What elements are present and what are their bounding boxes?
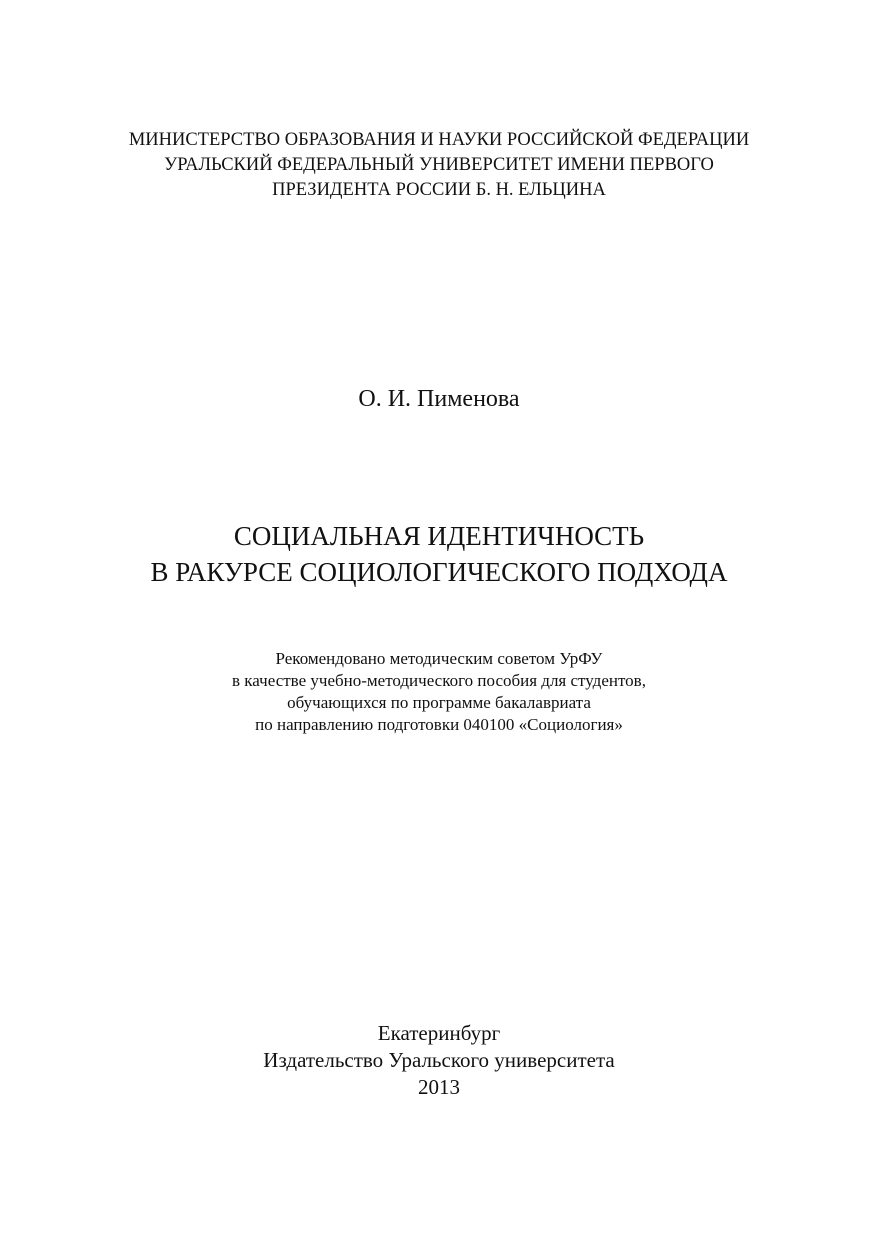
author-name: О. И. Пименова — [358, 386, 520, 412]
book-title-line: СОЦИАЛЬНАЯ ИДЕНТИЧНОСТЬ — [233, 521, 645, 551]
institution-header — [0, 128, 878, 203]
institution-line: УРАЛЬСКИЙ ФЕДЕРАЛЬНЫЙ УНИВЕРСИТЕТ ИМЕНИ ПЕРВОГО — [164, 155, 714, 175]
recommendation-line: Рекомендовано методическим советом УрФУ — [275, 649, 603, 668]
recommendation-line: по направлению подготовки 040100 «Социология» — [255, 715, 623, 734]
book-title — [0, 518, 878, 590]
imprint-publisher: Издательство Уральского университета — [263, 1048, 615, 1072]
institution-line: ПРЕЗИДЕНТА РОССИИ Б. Н. ЕЛЬЦИНА — [272, 180, 606, 200]
recommendation-line: обучающихся по программе бакалавриата — [287, 693, 591, 712]
imprint — [0, 1020, 878, 1101]
recommendation-line: в качестве учебно-методического пособия для студентов, — [232, 671, 646, 690]
institution-line: МИНИСТЕРСТВО ОБРАЗОВАНИЯ И НАУКИ РОССИЙСКОЙ ФЕДЕРАЦИИ — [128, 130, 750, 150]
recommendation-note — [0, 648, 878, 736]
imprint-year: 2013 — [418, 1075, 460, 1099]
book-title-line: В РАКУРСЕ СОЦИОЛОГИЧЕСКОГО ПОДХОДА — [150, 557, 728, 587]
imprint-city: Екатеринбург — [377, 1021, 501, 1045]
